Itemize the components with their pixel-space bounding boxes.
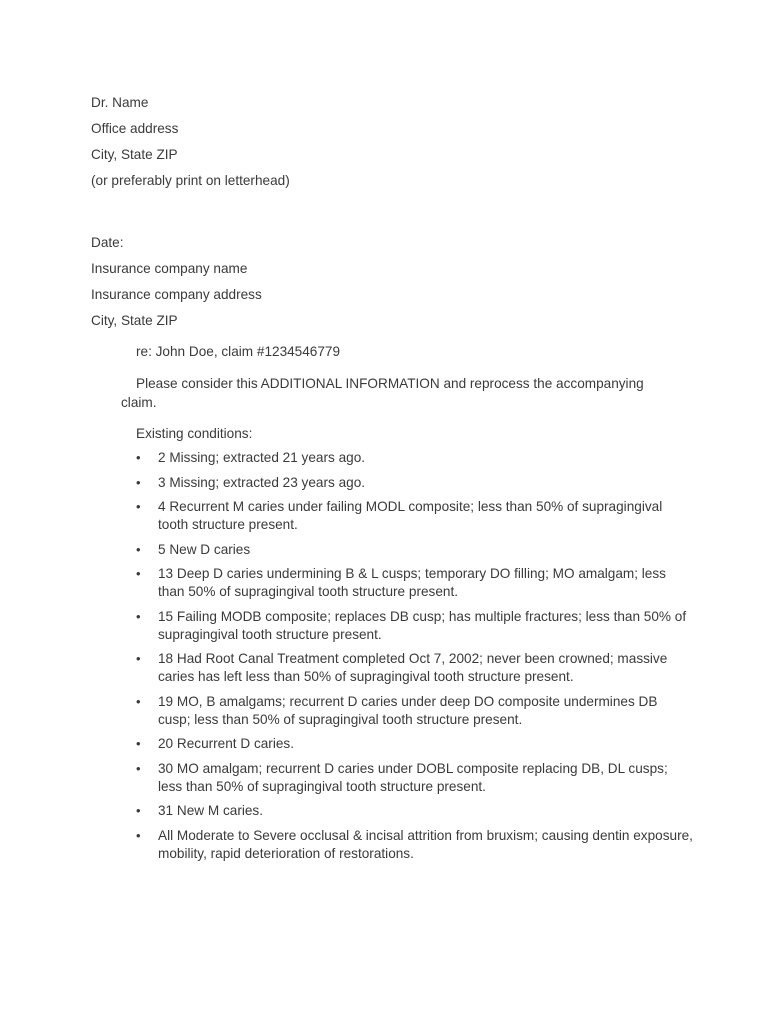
condition-text: 4 Recurrent M caries under failing MODL composite; less than 50% of supragingival tooth structure present. (158, 499, 663, 532)
bullet-icon: • (136, 803, 141, 818)
list-item (133, 565, 693, 601)
bullet-icon: • (136, 760, 141, 776)
list-item (133, 693, 693, 729)
list-item (133, 474, 693, 492)
condition-text: 31 New M caries. (158, 803, 264, 818)
recipient-block (91, 230, 262, 334)
bullet-icon: • (136, 499, 141, 514)
re-line: re: John Doe, claim #1234546779 (136, 344, 341, 359)
list-item (133, 827, 693, 863)
bullet-icon: • (136, 736, 141, 751)
sender-city-state-zip: City, State ZIP (91, 147, 178, 162)
condition-text: 13 Deep D caries undermining B & L cusps; temporary DO filling; MO amalgam; less than 50% of supragingival tooth structure present. (158, 566, 666, 599)
recipient-city-state-zip: City, State ZIP (91, 313, 178, 328)
condition-text: 30 MO amalgam; recurrent D caries under DOBL composite replacing DB, DL cusps; less than 50% of supragingival tooth structure present. (158, 760, 668, 794)
bullet-icon: • (136, 474, 141, 490)
condition-text: 15 Failing MODB composite; replaces DB cusp; has multiple fractures; less than 50% of supragingival tooth structure present. (158, 608, 687, 642)
insurance-company-name: Insurance company name (91, 261, 248, 276)
list-item (133, 608, 693, 644)
list-item (133, 449, 693, 467)
sender-block (91, 90, 290, 194)
list-item (133, 541, 693, 559)
bullet-icon: • (136, 827, 141, 843)
sender-name: Dr. Name (91, 95, 149, 110)
bullet-icon: • (136, 450, 141, 465)
list-item (133, 650, 693, 686)
intro-paragraph: Please consider this ADDITIONAL INFORMATION and reprocess the accompanying claim. (121, 376, 644, 410)
condition-text: 5 New D caries (158, 541, 251, 557)
sender-address: Office address (91, 121, 179, 136)
bullet-icon: • (136, 608, 141, 624)
list-item (133, 802, 693, 820)
date-label: Date: (91, 235, 124, 250)
condition-text: 19 MO, B amalgams; recurrent D caries under deep DO composite undermines DB cusp; less than 50% of supragingival tooth structure present. (158, 693, 658, 727)
bullet-icon: • (136, 541, 141, 557)
existing-conditions-heading: Existing conditions: (136, 426, 253, 441)
conditions-list (133, 449, 693, 869)
list-item (133, 498, 693, 534)
list-item (133, 760, 693, 796)
insurance-company-address: Insurance company address (91, 287, 262, 302)
bullet-icon: • (136, 693, 141, 709)
condition-text: 20 Recurrent D caries. (158, 736, 294, 751)
condition-text: 3 Missing; extracted 23 years ago. (158, 474, 366, 490)
letterhead-note: (or preferably print on letterhead) (91, 173, 290, 188)
condition-text: 2 Missing; extracted 21 years ago. (158, 450, 366, 465)
list-item (133, 735, 693, 753)
bullet-icon: • (136, 651, 141, 666)
condition-text: All Moderate to Severe occlusal & incisal attrition from bruxism; causing dentin exposure, mobility, rapid deterioration of restorations. (158, 827, 693, 861)
bullet-icon: • (136, 566, 141, 581)
condition-text: 18 Had Root Canal Treatment completed Oct 7, 2002; never been crowned; massive caries has left less than 50% of supragingival tooth structure present. (158, 651, 668, 684)
